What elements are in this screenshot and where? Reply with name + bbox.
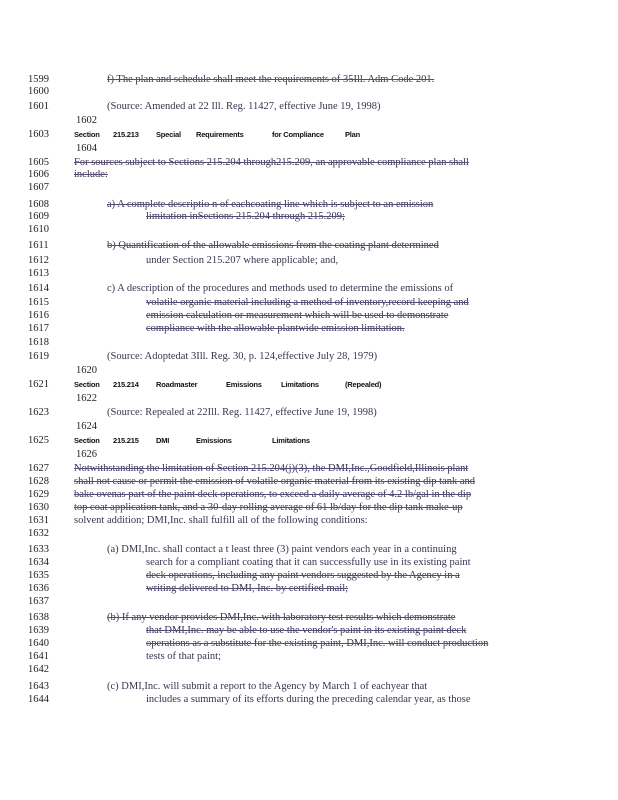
deleted-text-line: operations as a substitute for the existing paint, DMI,Inc. will conduct production — [146, 638, 489, 649]
line-number: 1609 — [28, 211, 49, 222]
line-number: 1637 — [28, 596, 49, 607]
line-number: 1633 — [28, 544, 49, 555]
deleted-text-line: writing delivered to DMI, Inc. by certified mail; — [146, 583, 349, 594]
section-heading-part: Section — [74, 130, 100, 139]
text-line: c) A description of the procedures and methods used to determine the emissions of — [107, 283, 454, 294]
line-number: 1600 — [28, 86, 49, 97]
section-heading-part: Section — [74, 380, 100, 389]
section-heading-part: Limitations — [272, 436, 310, 445]
line-number: 1606 — [28, 169, 49, 180]
line-number: 1617 — [28, 323, 49, 334]
deleted-text-line: top coat application tank, and a 30-day rolling average of 61 lb/day for the dip tank make-up — [74, 502, 463, 513]
deleted-text-line: For sources subject to Sections 215.204 through215.209, an approvable compliance plan shall — [74, 157, 469, 168]
line-number: 1599 — [28, 74, 49, 85]
deleted-text-line: f) The plan and schedule shall meet the requirements of 35Ill. Adm Code 201. — [107, 74, 435, 85]
section-heading-part: for Compliance — [272, 130, 324, 139]
line-number: 1621 — [28, 379, 49, 390]
line-number: 1639 — [28, 625, 49, 636]
deleted-text-line: b) Quantification of the allowable emissions from the coating plant determined — [107, 240, 439, 251]
section-heading-part: Section — [74, 436, 100, 445]
section-heading-part: 215.213 — [113, 130, 139, 139]
section-heading-part: Limitations — [281, 380, 319, 389]
line-number: 1602 — [76, 115, 97, 126]
line-number: 1641 — [28, 651, 49, 662]
deleted-text-line: bake ovenas part of the paint deck operations, to exceed a daily average of 4.2 lb/gal in the dip — [74, 489, 472, 500]
line-number: 1634 — [28, 557, 49, 568]
line-number: 1643 — [28, 681, 49, 692]
deleted-text-line: compliance with the allowable plantwide emission limitation. — [146, 323, 405, 334]
deleted-text-line: a) A complete descriptio n of eachcoating line which is subject to an emission — [107, 199, 434, 210]
line-number: 1622 — [76, 393, 97, 404]
text-line: tests of that paint; — [146, 651, 221, 662]
line-number: 1624 — [76, 421, 97, 432]
line-number: 1628 — [28, 476, 49, 487]
line-number: 1614 — [28, 283, 49, 294]
line-number: 1632 — [28, 528, 49, 539]
deleted-text-line: emission calculation or measurement which will be used to demonstrate — [146, 310, 449, 321]
section-heading-part: Emissions — [196, 436, 232, 445]
line-number: 1623 — [28, 407, 49, 418]
text-line: solvent addition; DMI,Inc. shall fulfill all of the following conditions: — [74, 515, 368, 526]
line-number: 1626 — [76, 449, 97, 460]
section-heading-part: Plan — [345, 130, 361, 139]
line-number: 1627 — [28, 463, 49, 474]
deleted-text-line: Notwithstanding the limitation of Section 215.204(j)(3), the DMI,Inc.,Goodfield,Illinois plant — [74, 463, 469, 474]
deleted-text-line: deck operations, including any paint vendors suggested by the Agency in a — [146, 570, 460, 581]
line-number: 1604 — [76, 143, 97, 154]
deleted-text-line: volatile organic material including a method of inventory,record keeping and — [146, 297, 469, 308]
section-heading-part: DMI — [156, 436, 170, 445]
line-number: 1608 — [28, 199, 49, 210]
line-number: 1620 — [76, 365, 97, 376]
section-heading-part: Roadmaster — [156, 380, 198, 389]
deleted-text-line: shall not cause or permit the emission of volatile organic material from its existing dip tank and — [74, 476, 476, 487]
line-number: 1603 — [28, 129, 49, 140]
text-line: (Source: Adoptedat 3Ill. Reg. 30, p. 124,effective July 28, 1979) — [107, 351, 378, 362]
line-number: 1635 — [28, 570, 49, 581]
line-number: 1611 — [28, 240, 49, 251]
text-line: (Source: Amended at 22 Ill. Reg. 11427, effective June 19, 1998) — [107, 101, 381, 112]
line-number: 1631 — [28, 515, 49, 526]
section-heading-part: Special — [156, 130, 181, 139]
line-number: 1619 — [28, 351, 49, 362]
line-number: 1607 — [28, 182, 49, 193]
line-number: 1636 — [28, 583, 49, 594]
line-number: 1644 — [28, 694, 49, 705]
text-line: under Section 215.207 where applicable; and, — [146, 255, 339, 266]
line-number: 1618 — [28, 337, 49, 348]
line-number: 1615 — [28, 297, 49, 308]
deleted-text-line: (b) If any vendor provides DMI,Inc. with laboratory test results which demonstrate — [107, 612, 456, 623]
line-number: 1642 — [28, 664, 49, 675]
line-number: 1601 — [28, 101, 49, 112]
line-number: 1638 — [28, 612, 49, 623]
text-line: search for a compliant coating that it can successfully use in its existing paint — [146, 557, 471, 568]
line-number: 1629 — [28, 489, 49, 500]
deleted-text-line: include: — [74, 169, 108, 180]
line-number: 1640 — [28, 638, 49, 649]
deleted-text-line: that DMI,Inc. may be able to use the vendor's paint in its existing paint deck — [146, 625, 467, 636]
line-number: 1616 — [28, 310, 49, 321]
line-number: 1610 — [28, 224, 49, 235]
text-line: includes a summary of its efforts during the preceding calendar year, as those — [146, 694, 471, 705]
section-heading-part: 215.215 — [113, 436, 139, 445]
section-heading-part: Emissions — [226, 380, 262, 389]
line-number: 1605 — [28, 157, 49, 168]
line-number: 1625 — [28, 435, 49, 446]
text-line: (c) DMI,Inc. will submit a report to the Agency by March 1 of eachyear that — [107, 681, 428, 692]
text-line: (Source: Repealed at 22Ill. Reg. 11427, effective June 19, 1998) — [107, 407, 377, 418]
line-number: 1612 — [28, 255, 49, 266]
deleted-text-line: limitation inSections 215.204 through 215.209; — [146, 211, 345, 222]
section-heading-part: (Repealed) — [345, 380, 382, 389]
section-heading-part: Requirements — [196, 130, 244, 139]
line-number: 1613 — [28, 268, 49, 279]
section-heading-part: 215.214 — [113, 380, 139, 389]
line-number: 1630 — [28, 502, 49, 513]
text-line: (a) DMI,Inc. shall contact a t least three (3) paint vendors each year in a continuing — [107, 544, 457, 555]
